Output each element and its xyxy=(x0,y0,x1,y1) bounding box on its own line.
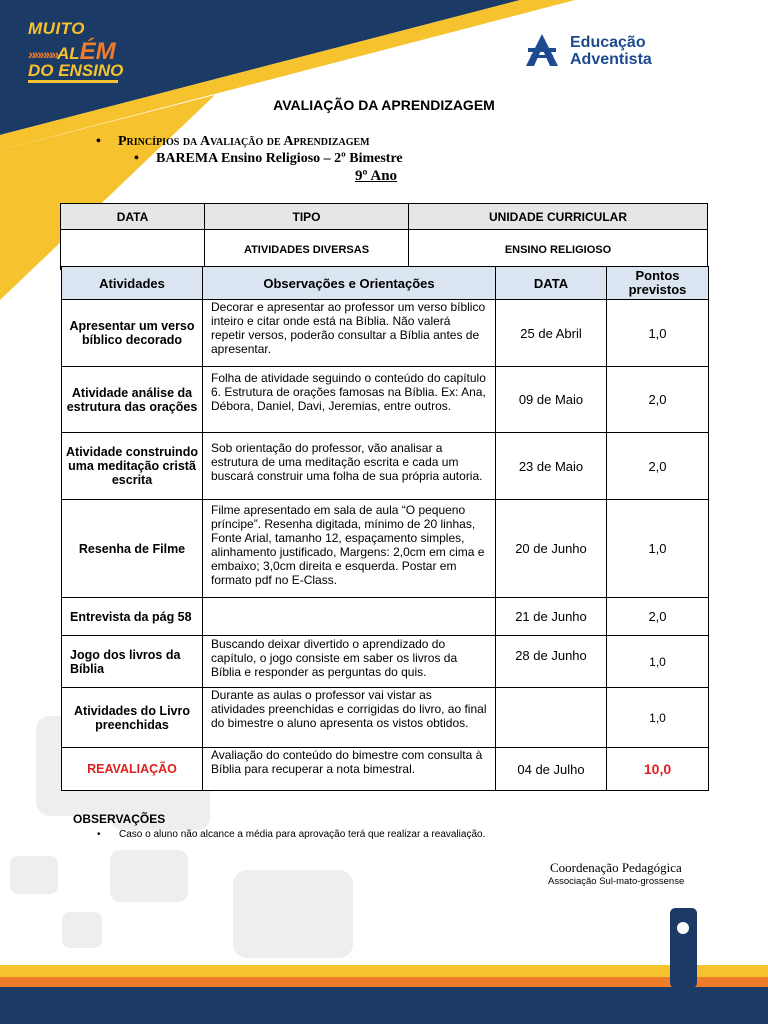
activity-name: Atividade análise da estrutura das orações xyxy=(62,367,203,433)
observation-item xyxy=(97,829,485,840)
logo-arrows: »»»»» xyxy=(28,46,57,62)
logo-line3: DO ENSINO xyxy=(28,61,124,80)
activity-date: 04 de Julho xyxy=(496,748,607,791)
activity-name: Jogo dos livros da Bíblia xyxy=(62,636,203,688)
observation-text: Caso o aluno não alcance a média para aprovação terá que realizar a reavaliação. xyxy=(119,829,486,840)
table-row xyxy=(62,367,709,433)
principles-text: Princípios da Avaliação de Aprendizagem xyxy=(118,134,370,149)
value-tipo: ATIVIDADES DIVERSAS xyxy=(205,230,409,270)
bullet-icon: • xyxy=(97,829,101,840)
logo-educacao: Educação xyxy=(570,34,646,51)
header-unidade-curricular: UNIDADE CURRICULAR xyxy=(409,204,708,230)
activity-observation: Sob orientação do professor, vão analisar a estrutura de uma meditação escrita e cada um buscará construir uma folha de sua própria autoria. xyxy=(203,433,496,500)
principles-heading xyxy=(96,134,370,150)
table-row xyxy=(62,688,709,748)
value-unidade-curricular: ENSINO RELIGIOSO xyxy=(409,230,708,270)
table-row xyxy=(62,300,709,367)
activity-name: Apresentar um verso bíblico decorado xyxy=(62,300,203,367)
barema-text: BAREMA Ensino Religioso – 2º Bimestre xyxy=(156,151,403,166)
activity-observation: Avaliação do conteúdo do bimestre com consulta à Bíblia para recuperar a nota bimestral. xyxy=(203,748,496,791)
table-row xyxy=(62,748,709,791)
document-title: AVALIAÇÃO DA APRENDIZAGEM xyxy=(273,97,495,113)
activity-observation: Durante as aulas o professor vai vistar as atividades preenchidas e corrigidas do livro, ao final do bimestre o aluno apresenta os vistos obtidos. xyxy=(203,688,496,748)
activity-date: 23 de Maio xyxy=(496,433,607,500)
activity-observation: Buscando deixar divertido o aprendizado do capítulo, o jogo consiste em saber os livros da Bíblia e responder as perguntas do quis. xyxy=(203,636,496,688)
info-values-row xyxy=(61,230,708,270)
activity-name: Entrevista da pág 58 xyxy=(62,598,203,636)
header-atividades: Atividades xyxy=(62,267,203,300)
logo-adventista: Adventista xyxy=(570,51,652,68)
activity-points: 1,0 xyxy=(607,636,709,688)
activity-date: 20 de Junho xyxy=(496,500,607,598)
activity-points: 2,0 xyxy=(607,433,709,500)
header-data: DATA xyxy=(61,204,205,230)
logo-line1: MUITO xyxy=(28,19,85,38)
activity-observation: Filme apresentado em sala de aula “O pequeno príncipe”. Resenha digitada, mínimo de 20 linhas, Fonte Arial, tamanho 12, espaçamento simples, alinhamento justificado, Margens: 2,0cm em cima e embaixo; 3,0cm direita e esquerda. Postar em formato pdf no E-Class. xyxy=(203,500,496,598)
association-label: Associação Sul-mato-grossense xyxy=(548,876,685,887)
info-header-row xyxy=(61,204,708,230)
activity-date: 21 de Junho xyxy=(496,598,607,636)
activity-name: Atividades do Livro preenchidas xyxy=(62,688,203,748)
observations-title: OBSERVAÇÕES xyxy=(73,812,166,826)
table-row xyxy=(62,500,709,598)
activity-points: 1,0 xyxy=(607,500,709,598)
info-table xyxy=(60,203,708,270)
activity-name: Atividade construindo uma meditação cristã escrita xyxy=(62,433,203,500)
bullet-icon: • xyxy=(96,134,101,149)
activity-date xyxy=(496,688,607,748)
activity-points: 1,0 xyxy=(607,300,709,367)
activity-points: 2,0 xyxy=(607,367,709,433)
logo-line2a: AL xyxy=(56,44,80,63)
logo-line2b: ÉM xyxy=(79,38,116,65)
value-data xyxy=(61,230,205,270)
logo-underline xyxy=(28,80,118,83)
activity-date: 28 de Junho xyxy=(496,636,607,688)
table-row xyxy=(62,598,709,636)
grade-label: 9º Ano xyxy=(355,168,398,184)
activity-name-reavaliacao: REAVALIAÇÃO xyxy=(62,748,203,791)
activity-points: 1,0 xyxy=(607,688,709,748)
coordination-label: Coordenação Pedagógica xyxy=(550,860,682,875)
bullet-icon: • xyxy=(134,151,139,166)
activities-table xyxy=(61,266,709,791)
activities-header-row xyxy=(62,267,709,300)
educacao-adventista-logo xyxy=(522,32,692,72)
activity-date: 09 de Maio xyxy=(496,367,607,433)
muito-alem-do-ensino-logo xyxy=(28,18,158,88)
header-pontos: Pontos previstos xyxy=(607,267,709,300)
activity-observation: Decorar e apresentar ao professor um verso bíblico inteiro e citar onde está na Bíblia. Não valerá repetir versos, poderão consultar a Bíblia antes de apresentar. xyxy=(203,300,496,367)
activity-observation xyxy=(203,598,496,636)
activity-points-total: 10,0 xyxy=(607,748,709,791)
activity-date: 25 de Abril xyxy=(496,300,607,367)
adventista-logo-text xyxy=(570,34,652,68)
header-data: DATA xyxy=(496,267,607,300)
activity-points: 2,0 xyxy=(607,598,709,636)
barema-heading xyxy=(134,151,403,167)
table-row xyxy=(62,636,709,688)
table-row xyxy=(62,433,709,500)
header-tipo: TIPO xyxy=(205,204,409,230)
header-observacoes: Observações e Orientações xyxy=(203,267,496,300)
adventista-symbol-icon xyxy=(522,32,562,68)
activity-observation: Folha de atividade seguindo o conteúdo do capítulo 6. Estrutura de orações famosas na Bíblia. Ex: Ana, Débora, Daniel, Davi, Jeremias, entre outros. xyxy=(203,367,496,433)
activity-name: Resenha de Filme xyxy=(62,500,203,598)
